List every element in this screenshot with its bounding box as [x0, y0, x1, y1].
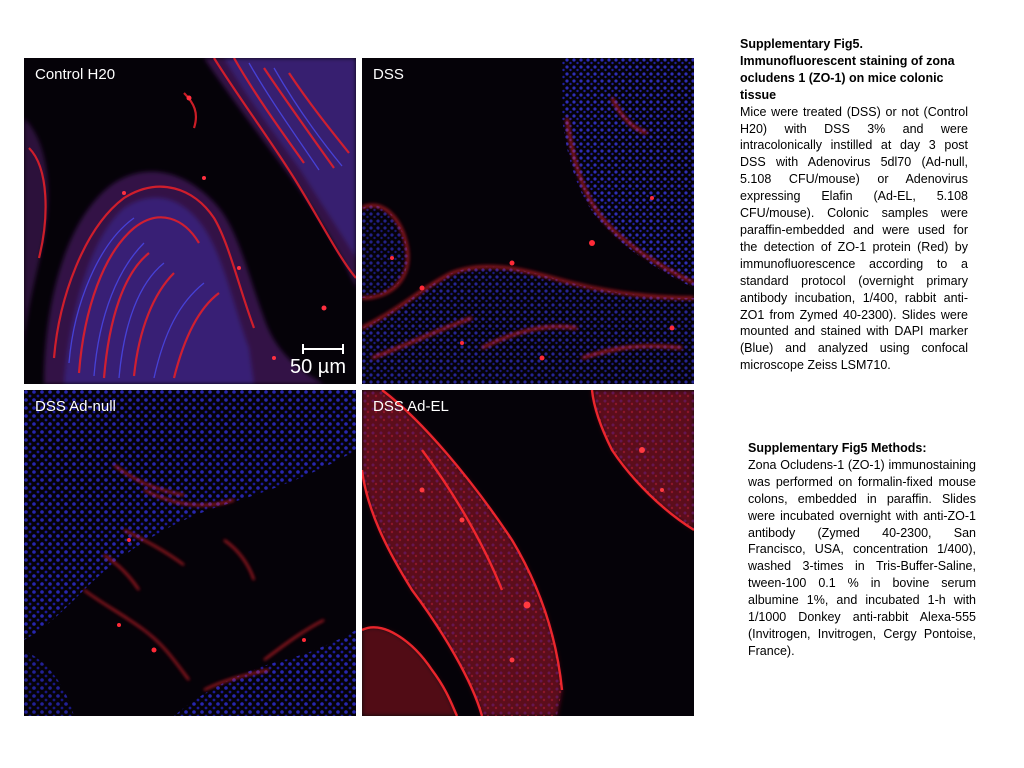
scale-bar-label: 50 µm [290, 356, 346, 378]
micrograph-dss [362, 58, 694, 384]
panel-label: DSS Ad-EL [373, 398, 449, 415]
micrograph-dss-ad-el [362, 390, 694, 716]
methods-caption-body: Zona Ocludens-1 (ZO-1) immunostaining was performed on formalin-fixed mouse colons, embedded in paraffin. Slides were incubated overnight with anti-ZO-1 antibody (Zymed 40-2300, San Francisco, USA, concentration 1/400), washed 3-times in Tris-Buffer-Saline, tween-100 0.1 % in bovine serum albumine 1%, and incubated 1-h with 1/1000 Donkey anti-rabbit Alexa-555 (Invitrogen, Invitrogen, Cergy Pontoise, France). [748, 457, 976, 658]
scale-bar [302, 348, 342, 350]
micrograph-control-h20 [24, 58, 356, 384]
micrograph-dss-ad-null [24, 390, 356, 716]
panel-label: DSS [373, 66, 404, 83]
figure-caption [740, 36, 968, 374]
micrograph-dss-ad-null-image [24, 390, 356, 716]
panel-label: Control H20 [35, 66, 116, 83]
figure-caption-title: Supplementary Fig5. Immunofluorescent staining of zona ocludens 1 (ZO-1) on mice colonic tissue [740, 37, 955, 102]
methods-caption-title: Supplementary Fig5 Methods: [748, 441, 927, 455]
figure-caption-body: Mice were treated (DSS) or not (Control H20) with DSS 3% and were intracolonically instilled at day 3 post DSS with Adenovirus 5dl70 (Ad-null, 5.108 CFU/mouse) or Adenovirus expressing Elafin (Ad-EL, 5.108 CFU/mouse). Colonic samples were paraffin-embedded and were used for the detection of ZO-1 protein (Red) by immunofluorescence according to a standard protocol (overnight primary antibody incubation, 1/400, rabbit anti-ZO1 from Zymed 40-2300). Slides were mounted and stained with DAPI marker (Blue) and analyzed using confocal microscope Zeiss LSM710. [740, 104, 968, 373]
micrograph-dss-ad-el-image [362, 390, 694, 716]
micrograph-dss-image [362, 58, 694, 384]
micrograph-control-h20-image [24, 58, 356, 384]
panel-label: DSS Ad-null [35, 398, 116, 415]
methods-caption [748, 440, 976, 660]
